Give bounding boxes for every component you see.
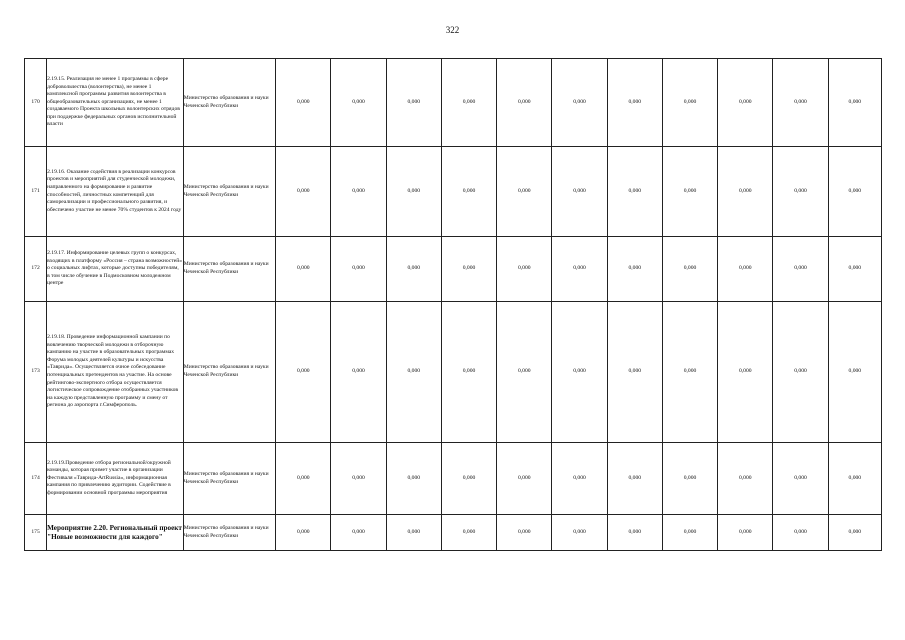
row-value: 0,000 — [331, 147, 386, 237]
row-value: 0,000 — [828, 59, 881, 147]
row-value: 0,000 — [552, 147, 607, 237]
row-value: 0,000 — [773, 302, 828, 443]
row-value: 0,000 — [718, 443, 773, 515]
row-description: 2.19.16. Оказание содействия в реализации конкурсов проектов и мероприятий для студенческой молодежи, направленного на формирование и развитие способностей, личностных компетенций для самореализации и профессионального развития, и обеспечено участие не менее 70% студентов к 2024 году — [47, 147, 184, 237]
row-value: 0,000 — [552, 515, 607, 551]
row-value: 0,000 — [607, 237, 662, 302]
row-value: 0,000 — [773, 443, 828, 515]
row-value: 0,000 — [497, 302, 552, 443]
row-value: 0,000 — [331, 443, 386, 515]
row-value: 0,000 — [773, 59, 828, 147]
row-value: 0,000 — [386, 302, 441, 443]
row-value: 0,000 — [773, 237, 828, 302]
row-value: 0,000 — [276, 147, 331, 237]
row-executor: Министерство образования и науки Чеченской Республики — [183, 443, 275, 515]
row-value: 0,000 — [607, 147, 662, 237]
row-value: 0,000 — [607, 59, 662, 147]
row-value: 0,000 — [276, 59, 331, 147]
row-value: 0,000 — [386, 59, 441, 147]
table-row — [25, 237, 882, 302]
row-value: 0,000 — [718, 59, 773, 147]
row-value: 0,000 — [662, 237, 717, 302]
row-value: 0,000 — [441, 59, 496, 147]
row-value: 0,000 — [607, 443, 662, 515]
budget-table — [24, 58, 882, 551]
row-value: 0,000 — [773, 147, 828, 237]
row-value: 0,000 — [497, 59, 552, 147]
row-number: 174 — [25, 443, 47, 515]
table-body — [25, 59, 882, 551]
row-value: 0,000 — [773, 515, 828, 551]
row-value: 0,000 — [276, 237, 331, 302]
row-value: 0,000 — [497, 443, 552, 515]
row-number: 173 — [25, 302, 47, 443]
row-value: 0,000 — [552, 237, 607, 302]
row-value: 0,000 — [441, 302, 496, 443]
table-row — [25, 302, 882, 443]
table-row — [25, 515, 882, 551]
row-executor: Министерство образования и науки Чеченской Республики — [183, 302, 275, 443]
row-value: 0,000 — [662, 302, 717, 443]
row-value: 0,000 — [441, 237, 496, 302]
row-description: 2.19.18. Проведение информационной кампании по вовлечению творческой молодежи в отборочную кампанию на участие в образовательных программах Форума молодых деятелей культуры и искусства «Таврида». Осуществляется очное собеседование потенциальных претендентов на участие. На основе рейтингово-экспертного отбора осуществляется логистическое сопровождение отобранных участников на каждую представленную программу и смену от региона до аэропорта г.Симферополь. — [47, 302, 184, 443]
table-row — [25, 443, 882, 515]
row-value: 0,000 — [386, 237, 441, 302]
row-value: 0,000 — [828, 443, 881, 515]
row-value: 0,000 — [331, 302, 386, 443]
row-value: 0,000 — [828, 237, 881, 302]
row-value: 0,000 — [718, 147, 773, 237]
row-executor: Министерство образования и науки Чеченской Республики — [183, 147, 275, 237]
row-description: 2.19.17. Информирование целевых групп о конкурсах, входящих в платформу «Россия – страна возможностей» о социальных лифтах, которые доступны победителям, в том числе обучение в Подмосковном молодежном центре — [47, 237, 184, 302]
row-description: Мероприятие 2.20. Региональный проект "Новые возможности для каждого" — [47, 515, 184, 551]
row-value: 0,000 — [718, 302, 773, 443]
row-value: 0,000 — [828, 515, 881, 551]
row-description: 2.19.15. Реализация не менее 1 программы в сфере добровольчества (волонтерства), не менее 1 комплексной программы развития волонтерства в общеобразовательных организациях, не менее 1 создаваемого Проекта школьных волонтерских отрядов при поддержке федеральных органов исполнительной власти — [47, 59, 184, 147]
row-value: 0,000 — [662, 59, 717, 147]
row-value: 0,000 — [276, 302, 331, 443]
row-executor: Министерство образования и науки Чеченской Республики — [183, 515, 275, 551]
row-executor: Министерство образования и науки Чеченской Республики — [183, 237, 275, 302]
row-number: 172 — [25, 237, 47, 302]
row-value: 0,000 — [662, 147, 717, 237]
row-value: 0,000 — [607, 302, 662, 443]
row-value: 0,000 — [497, 515, 552, 551]
row-value: 0,000 — [276, 515, 331, 551]
row-value: 0,000 — [552, 302, 607, 443]
row-number: 171 — [25, 147, 47, 237]
row-value: 0,000 — [331, 237, 386, 302]
row-value: 0,000 — [662, 443, 717, 515]
row-value: 0,000 — [441, 147, 496, 237]
row-number: 170 — [25, 59, 47, 147]
row-value: 0,000 — [607, 515, 662, 551]
row-value: 0,000 — [497, 147, 552, 237]
page-number: 322 — [445, 25, 460, 35]
row-value: 0,000 — [552, 443, 607, 515]
table-row — [25, 59, 882, 147]
row-value: 0,000 — [386, 147, 441, 237]
table-row — [25, 147, 882, 237]
row-description: 2.19.19.Проведение отбора региональной/окружной команды, которая примет участие в организации Фестиваля «Таврида-ArtRussia», информационная кампания по привлечению аудитории. Содействие в формировании основной программы мероприятия — [47, 443, 184, 515]
row-value: 0,000 — [441, 515, 496, 551]
row-value: 0,000 — [331, 59, 386, 147]
row-value: 0,000 — [718, 515, 773, 551]
row-number: 175 — [25, 515, 47, 551]
row-value: 0,000 — [552, 59, 607, 147]
row-value: 0,000 — [276, 443, 331, 515]
row-value: 0,000 — [828, 147, 881, 237]
row-value: 0,000 — [331, 515, 386, 551]
row-value: 0,000 — [497, 237, 552, 302]
row-value: 0,000 — [718, 237, 773, 302]
row-executor: Министерство образования и науки Чеченской Республики — [183, 59, 275, 147]
row-value: 0,000 — [386, 443, 441, 515]
row-value: 0,000 — [386, 515, 441, 551]
row-value: 0,000 — [441, 443, 496, 515]
row-value: 0,000 — [662, 515, 717, 551]
row-value: 0,000 — [828, 302, 881, 443]
